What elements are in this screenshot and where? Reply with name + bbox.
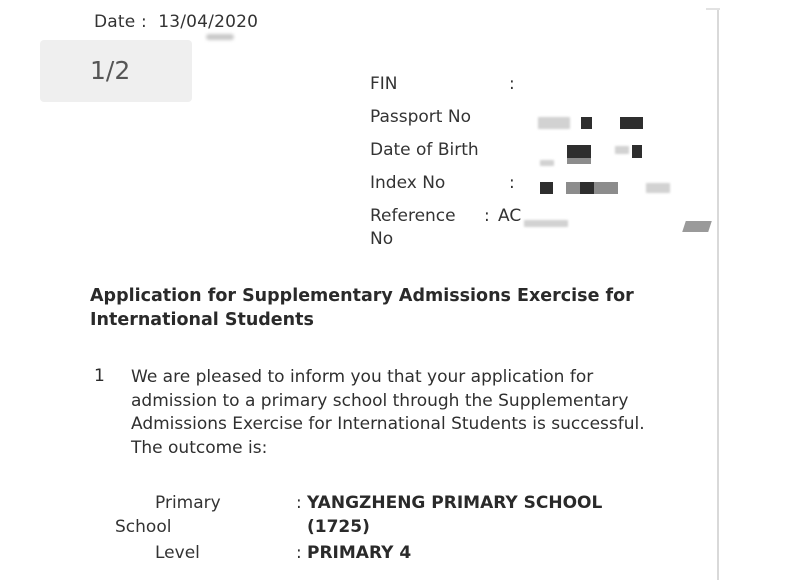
index-label: Index No xyxy=(370,173,446,193)
heading-line: Application for Supplementary Admissions Exercise for xyxy=(90,286,634,306)
redaction-block xyxy=(632,145,642,158)
school-colon: : xyxy=(296,493,302,513)
page-edge-top xyxy=(706,8,720,10)
heading-line: International Students xyxy=(90,310,314,330)
letter-heading xyxy=(90,284,634,332)
redaction-block xyxy=(594,182,618,194)
redaction-block xyxy=(567,158,591,164)
paragraph-line: We are pleased to inform you that your application for xyxy=(131,367,594,387)
index-colon: : xyxy=(509,173,515,193)
redaction-blur xyxy=(646,183,670,193)
school-label-line2: School xyxy=(115,517,172,537)
paragraph-number: 1 xyxy=(94,366,105,386)
reference-label: Reference xyxy=(370,206,456,226)
passport-label: Passport No xyxy=(370,107,471,127)
reference-value: AC xyxy=(498,206,522,226)
redaction-blur xyxy=(538,117,570,129)
paragraph-line: admission to a primary school through the Supplementary xyxy=(131,390,629,411)
redaction-block xyxy=(620,117,643,129)
reference-label-line2: No xyxy=(370,229,394,249)
fin-colon: : xyxy=(509,74,515,94)
date-smudge xyxy=(206,34,234,40)
redaction-block xyxy=(581,117,592,129)
date-label: Date : xyxy=(94,12,147,32)
redaction-blur xyxy=(524,220,568,227)
redaction-blur xyxy=(540,160,554,166)
date-value: 13/04/2020 xyxy=(158,12,259,32)
redaction-block xyxy=(580,182,594,194)
reference-colon: : xyxy=(484,206,490,226)
redaction-block xyxy=(682,221,712,232)
redaction-block xyxy=(567,145,591,158)
page-edge xyxy=(717,8,719,580)
level-label: Level xyxy=(155,543,200,563)
letter-date xyxy=(94,12,258,32)
school-code: (1725) xyxy=(307,517,370,537)
fin-label: FIN xyxy=(370,74,398,94)
dob-label: Date of Birth xyxy=(370,140,479,160)
paragraph-line: The outcome is: xyxy=(131,437,268,458)
paragraph-line: Admissions Exercise for International Students is successful. xyxy=(131,414,645,434)
level-colon: : xyxy=(296,543,302,563)
redaction-block xyxy=(566,182,580,194)
redaction-blur xyxy=(615,146,629,154)
school-name: YANGZHENG PRIMARY SCHOOL xyxy=(307,493,603,513)
page-counter-text: 1/2 xyxy=(90,56,131,85)
page-counter-badge xyxy=(40,40,192,102)
level-value: PRIMARY 4 xyxy=(307,543,412,563)
school-label: Primary xyxy=(155,493,221,513)
paragraph-body xyxy=(131,366,645,460)
redaction-block xyxy=(540,182,553,194)
